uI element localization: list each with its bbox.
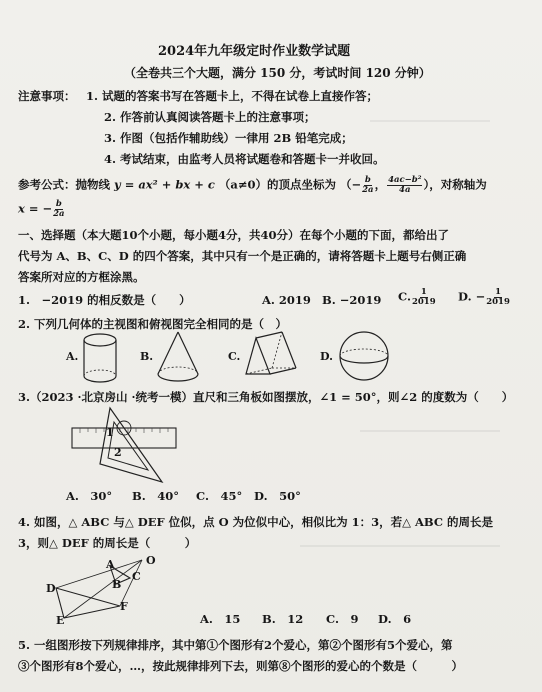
- formula-text: 抛物线: [75, 177, 110, 192]
- q3-option-c: C. 45°: [196, 489, 243, 503]
- q4-option-a: A. 15: [200, 612, 241, 626]
- q1-option-d: D. − $\frac{1}{2019}$: [458, 287, 510, 307]
- vertex-close: ）: [423, 177, 430, 192]
- q2-label-a: A.: [66, 350, 79, 363]
- question-4-line-1: 4. 如图，△ ABC 与△ DEF 位似，点 O 为位似中心，相似比为 1：3，若△ ABC 的周长是: [18, 515, 494, 529]
- notes-label: 注意事项：: [18, 89, 76, 103]
- point-d-label: D: [46, 582, 56, 595]
- vertex-separator: ，: [374, 177, 387, 192]
- axis-lhs: x = −: [18, 201, 53, 216]
- vertex-open: （−: [340, 177, 362, 192]
- point-b-label: B: [112, 578, 122, 591]
- bleed-through-mark: [370, 120, 490, 122]
- note-item: 1. 试题的答案书写在答题卡上，不得在试卷上直接作答；: [86, 89, 379, 103]
- q2-label-b: B.: [140, 350, 154, 363]
- formula-condition: （a≠0）的顶点坐标为: [218, 177, 336, 192]
- page-subtitle: （全卷共三个大题，满分 150 分，考试时间 120 分钟）: [124, 66, 431, 80]
- q1-option-c: C. $\frac{1}{2019}$: [398, 287, 436, 307]
- ruler-triangle-figure: [70, 408, 180, 484]
- formula-label: 参考公式：: [18, 177, 76, 192]
- sphere-figure: [336, 330, 392, 384]
- q2-label-d: D.: [320, 350, 333, 363]
- q4-option-d: D. 6: [378, 612, 412, 626]
- angle-1-label: 1: [106, 426, 114, 439]
- q4-option-c: C. 9: [326, 612, 359, 626]
- formula-expr: y = ax² + bx + c: [114, 177, 215, 192]
- section-text: 代号为 A、B、C、D 的四个答案，其中只有一个是正确的，请将答题卡上题号右侧正确: [18, 249, 467, 263]
- q3-option-d: D. 50°: [254, 489, 301, 503]
- question-5-line-1: 5. 一组图形按下列规律排序，其中第①个图形有2个爱心，第②个图形有5个爱心，第: [18, 638, 453, 652]
- point-a-label: A: [106, 558, 115, 571]
- question-3-stem: 3.（2023 ·北京房山 ·统考一模）直尺和三角板如图摆放，∠1 = 50°，则∠2 的度数为（ ）: [18, 390, 514, 404]
- bleed-through-mark: [360, 430, 500, 432]
- note-item: 2. 作答前认真阅读答题卡上的注意事项；: [104, 110, 316, 124]
- note-item: 4. 考试结束，由监考人员将试题卷和答题卡一并收回。: [104, 152, 385, 166]
- page-title: 2024年九年级定时作业数学试题: [158, 44, 351, 59]
- q3-option-b: B. 40°: [132, 489, 179, 503]
- axis-formula: [18, 200, 66, 219]
- q2-label-c: C.: [228, 350, 241, 363]
- question-4-line-2: 3，则△ DEF 的周长是（ ）: [18, 536, 197, 550]
- bleed-through-mark: [300, 545, 500, 547]
- axis-fraction: $\frac{b}{2a}$: [53, 199, 65, 219]
- point-o-label: O: [146, 554, 156, 567]
- cone-figure: [155, 330, 201, 386]
- question-5-line-2: ③个图形有8个爱心，…，按此规律排列下去，则第⑧个图形的爱心的个数是（ ）: [18, 659, 463, 673]
- angle-2-label: 2: [114, 446, 122, 459]
- axis-text: ，对称轴为: [429, 177, 487, 192]
- cylinder-figure: [80, 332, 120, 384]
- section-text: 答案所对应的方框涂黑。: [18, 270, 145, 284]
- point-c-label: C: [132, 570, 141, 583]
- q4-option-b: B. 12: [262, 612, 304, 626]
- q1-option-a: A. 2019: [262, 293, 311, 307]
- formula-line: [18, 176, 487, 195]
- note-item: 3. 作图（包括作辅助线）一律用 2B 铅笔完成；: [104, 131, 353, 145]
- q1-option-b: B. −2019: [322, 293, 382, 307]
- q3-option-a: A. 30°: [66, 489, 113, 503]
- prism-figure: [242, 330, 300, 384]
- similar-triangles-figure: [50, 558, 160, 624]
- point-f-label: F: [120, 600, 128, 613]
- section-heading: 一、选择题（本大题10个小题，每小题4分，共40分）在每个小题的下面，都给出了: [18, 228, 450, 242]
- vertex-fraction-2: $\frac{\text{4ac−b²}}{4a}$: [388, 175, 422, 195]
- question-2-stem: 2. 下列几何体的主视图和俯视图完全相同的是（ ）: [18, 317, 288, 331]
- vertex-fraction-1: $\frac{b}{2a}$: [362, 175, 374, 195]
- point-e-label: E: [56, 614, 65, 627]
- question-1-stem: 1. −2019 的相反数是（ ）: [18, 293, 191, 307]
